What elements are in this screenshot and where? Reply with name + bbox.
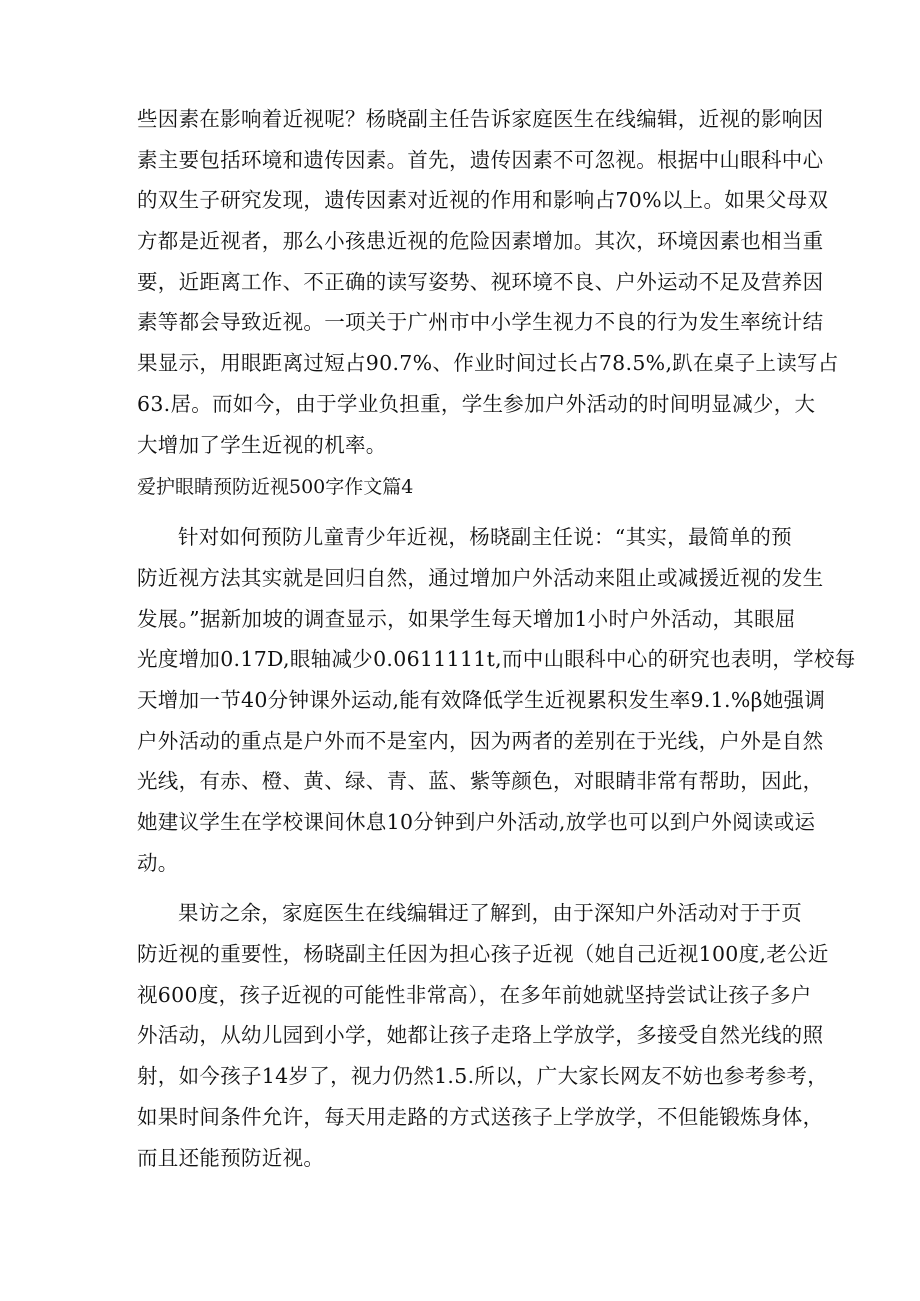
paragraph-line: 要，近距离工作、不正确的读写姿势、视环境不良、户外运动不足及营养因 bbox=[137, 269, 824, 294]
paragraph-2 bbox=[137, 517, 856, 883]
paragraph-line: 防近视方法其实就是回归自然，通过增加户外活动来阻止或减援近视的发生 bbox=[137, 565, 824, 590]
paragraph-line: 她建议学生在学校课间休息10分钟到户外活动,放学也可以到户外阅读或运 bbox=[137, 810, 816, 834]
paragraph-line: 方都是近视者，那么小孩患近视的危险因素增加。其次，环境因素也相当重 bbox=[137, 229, 824, 254]
paragraph-line: 而且还能预防近视。 bbox=[137, 1145, 325, 1170]
paragraph-line: 的双生子研究发现，遗传因素对近视的作用和影响占70%以上。如果父母双 bbox=[137, 188, 829, 213]
document-body bbox=[137, 99, 856, 1178]
paragraph-line: 射，如今孩子14岁了，视力仍然1.5.所以，广大家长网友不妨也参考参考， bbox=[137, 1064, 829, 1089]
paragraph-line: 果访之余，家庭医生在线编辑迂了解到，由于深知户外活动对于于页 bbox=[178, 901, 802, 926]
paragraph-line: 户外活动的重点是户外而不是室内，因为两者的差别在于光线，户外是自然 bbox=[137, 728, 824, 753]
paragraph-line: 防近视的重要性，杨晓副主任因为担心孩子近视（她自己近视100度,老公近 bbox=[137, 942, 829, 967]
paragraph-line: 针对如何预防儿童青少年近视，杨晓副主任说：“其实，最简单的预 bbox=[178, 525, 792, 550]
paragraph-line: 视600度，孩子近视的可能性非常高），在多年前她就坚持尝试让孩子多户 bbox=[137, 982, 812, 1007]
paragraph-3 bbox=[137, 893, 829, 1178]
paragraph-line: 发展。”据新加坡的调查显示，如果学生每天增加1小时户外活动，其眼屈 bbox=[137, 606, 796, 631]
paragraph-line: 63.居。而如今，由于学业负担重，学生参加户外活动的时间明显减少，大 bbox=[137, 391, 816, 416]
paragraph-line: 素等都会导致近视。一项关于广州市中小学生视力不良的行为发生率统计结 bbox=[137, 310, 824, 335]
section-heading: 爱护眼睛预防近视500字作文篇4 bbox=[137, 476, 414, 499]
paragraph-line: 大增加了学生近视的机率。 bbox=[137, 432, 387, 457]
spacer bbox=[137, 507, 787, 517]
paragraph-line: 果显示，用眼距离过短占90.7%、作业时间过长占78.5%,趴在桌子上读写占 bbox=[137, 351, 839, 376]
paragraph-line: 些因素在影响着近视呢？杨晓副主任告诉家庭医生在线编辑，近视的影响因 bbox=[137, 107, 824, 131]
paragraph-line: 光度增加0.17D,眼轴减少0.0611111t,而中山眼科中心的研究也表明，学校每 bbox=[137, 647, 856, 672]
paragraph-line: 外活动，从幼儿园到小学，她都让孩子走珞上学放学，多接受自然光线的照 bbox=[137, 1023, 824, 1048]
paragraph-line: 光线，有赤、橙、黄、绿、青、蓝、紫等颜色，对眼睛非常有帮助，因此， bbox=[137, 769, 824, 794]
spacer bbox=[137, 883, 787, 893]
paragraph-line: 天增加一节40分钟课外运动,能有效降低学生近视累积发生率9.1.%β她强调 bbox=[137, 687, 826, 712]
paragraph-line: 动。 bbox=[137, 850, 179, 875]
paragraph-line: 素主要包括环境和遗传因素。首先，遗传因素不可忽视。根据中山眼科中心 bbox=[137, 147, 824, 172]
paragraph-1 bbox=[137, 99, 839, 465]
paragraph-line: 如果时间条件允许，每天用走路的方式送孩子上学放学，不但能锻炼身体， bbox=[137, 1104, 824, 1129]
